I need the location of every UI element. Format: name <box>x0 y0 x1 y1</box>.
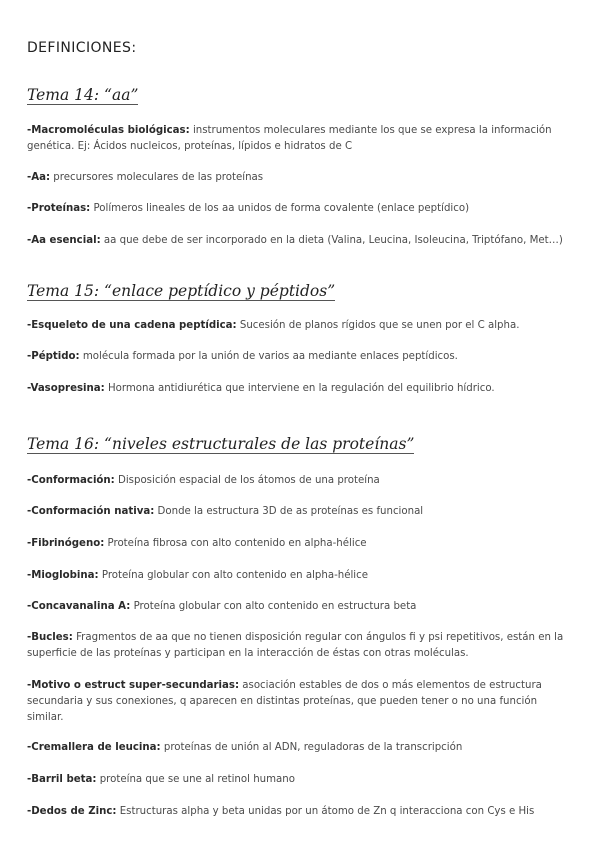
definition-entry <box>27 504 567 520</box>
definition-text: Sucesión de planos rígidos que se unen por el C alpha. <box>236 320 520 331</box>
definition-text: Hormona antidiurética que interviene en la regulación del equilibrio hídrico. <box>104 383 495 394</box>
definition-term: -Conformación nativa: <box>27 506 155 517</box>
definition-entry <box>27 536 567 552</box>
definition-term: -Aa: <box>27 172 51 183</box>
definition-term: -Mioglobina: <box>27 570 99 581</box>
definition-term: -Cremallera de leucina: <box>27 742 161 753</box>
definition-text: Polímeros lineales de los aa unidos de forma covalente (enlace peptídico) <box>90 203 470 214</box>
definition-entry <box>27 804 567 820</box>
definition-text: molécula formada por la unión de varios aa mediante enlaces peptídicos. <box>79 351 458 362</box>
definition-term: -Péptido: <box>27 351 80 362</box>
definition-entry <box>27 381 567 397</box>
definition-text: instrumentos moleculares mediante los que se expresa la información genética. Ej: Ácidos nucleicos, proteínas, lípidos e hidratos de C <box>27 125 552 152</box>
definition-term: -Motivo o estruct super-secundarias: <box>27 680 240 691</box>
section-title-tema-15: Tema 15: “enlace peptídico y péptidos” <box>27 282 336 300</box>
definition-text: Donde la estructura 3D de as proteínas es funcional <box>154 506 424 517</box>
definition-entry <box>27 568 567 584</box>
definition-text: aa que debe de ser incorporado en la dieta (Valina, Leucina, Isoleucina, Triptófano, Met…) <box>100 235 563 246</box>
definition-entry <box>27 318 567 334</box>
definition-text: Proteína fibrosa con alto contenido en alpha-hélice <box>104 538 367 549</box>
definition-entry <box>27 349 567 365</box>
definition-entry <box>27 678 567 725</box>
definition-text: Estructuras alpha y beta unidas por un átomo de Zn q interacciona con Cys e His <box>116 806 535 817</box>
definition-term: -Esqueleto de una cadena peptídica: <box>27 320 237 331</box>
definition-text: Proteína globular con alto contenido en estructura beta <box>130 601 417 612</box>
definition-text: asociación estables de dos o más elementos de estructura secundaria y sus conexiones, q aparecen en distintas proteínas, que pueden tener o no una función similar. <box>27 680 542 723</box>
definition-term: -Dedos de Zinc: <box>27 806 117 817</box>
definition-term: -Macromoléculas biológicas: <box>27 125 190 136</box>
page-title: DEFINICIONES: <box>27 40 137 56</box>
definition-term: -Conformación: <box>27 475 115 486</box>
definition-term: -Concavanalina A: <box>27 601 131 612</box>
definition-entry <box>27 772 567 788</box>
definition-entry <box>27 630 567 662</box>
definition-entry <box>27 599 567 615</box>
definition-term: -Barril beta: <box>27 774 97 785</box>
definition-text: Proteína globular con alto contenido en alpha-hélice <box>98 570 369 581</box>
definition-term: -Vasopresina: <box>27 383 105 394</box>
definition-term: -Proteínas: <box>27 203 91 214</box>
definition-text: Fragmentos de aa que no tienen disposición regular con ángulos fi y psi repetitivos, están en la superficie de las proteínas y participan en la interacción de éstas con otras moléculas. <box>27 632 564 659</box>
definition-entry <box>27 170 567 186</box>
section-title-tema-14: Tema 14: “aa” <box>27 86 139 104</box>
definition-entry <box>27 740 567 756</box>
definition-term: -Bucles: <box>27 632 73 643</box>
definition-text: proteínas de unión al ADN, reguladoras de la transcripción <box>160 742 463 753</box>
definition-term: -Aa esencial: <box>27 235 101 246</box>
definition-entry <box>27 123 567 155</box>
definition-text: proteína que se une al retinol humano <box>96 774 295 785</box>
definition-entry <box>27 233 567 249</box>
definition-term: -Fibrinógeno: <box>27 538 105 549</box>
definition-entry <box>27 201 567 217</box>
section-title-tema-16: Tema 16: “niveles estructurales de las proteínas” <box>27 435 415 453</box>
definition-entry <box>27 473 567 489</box>
definition-text: precursores moleculares de las proteínas <box>50 172 264 183</box>
definition-text: Disposición espacial de los átomos de una proteína <box>114 475 380 486</box>
